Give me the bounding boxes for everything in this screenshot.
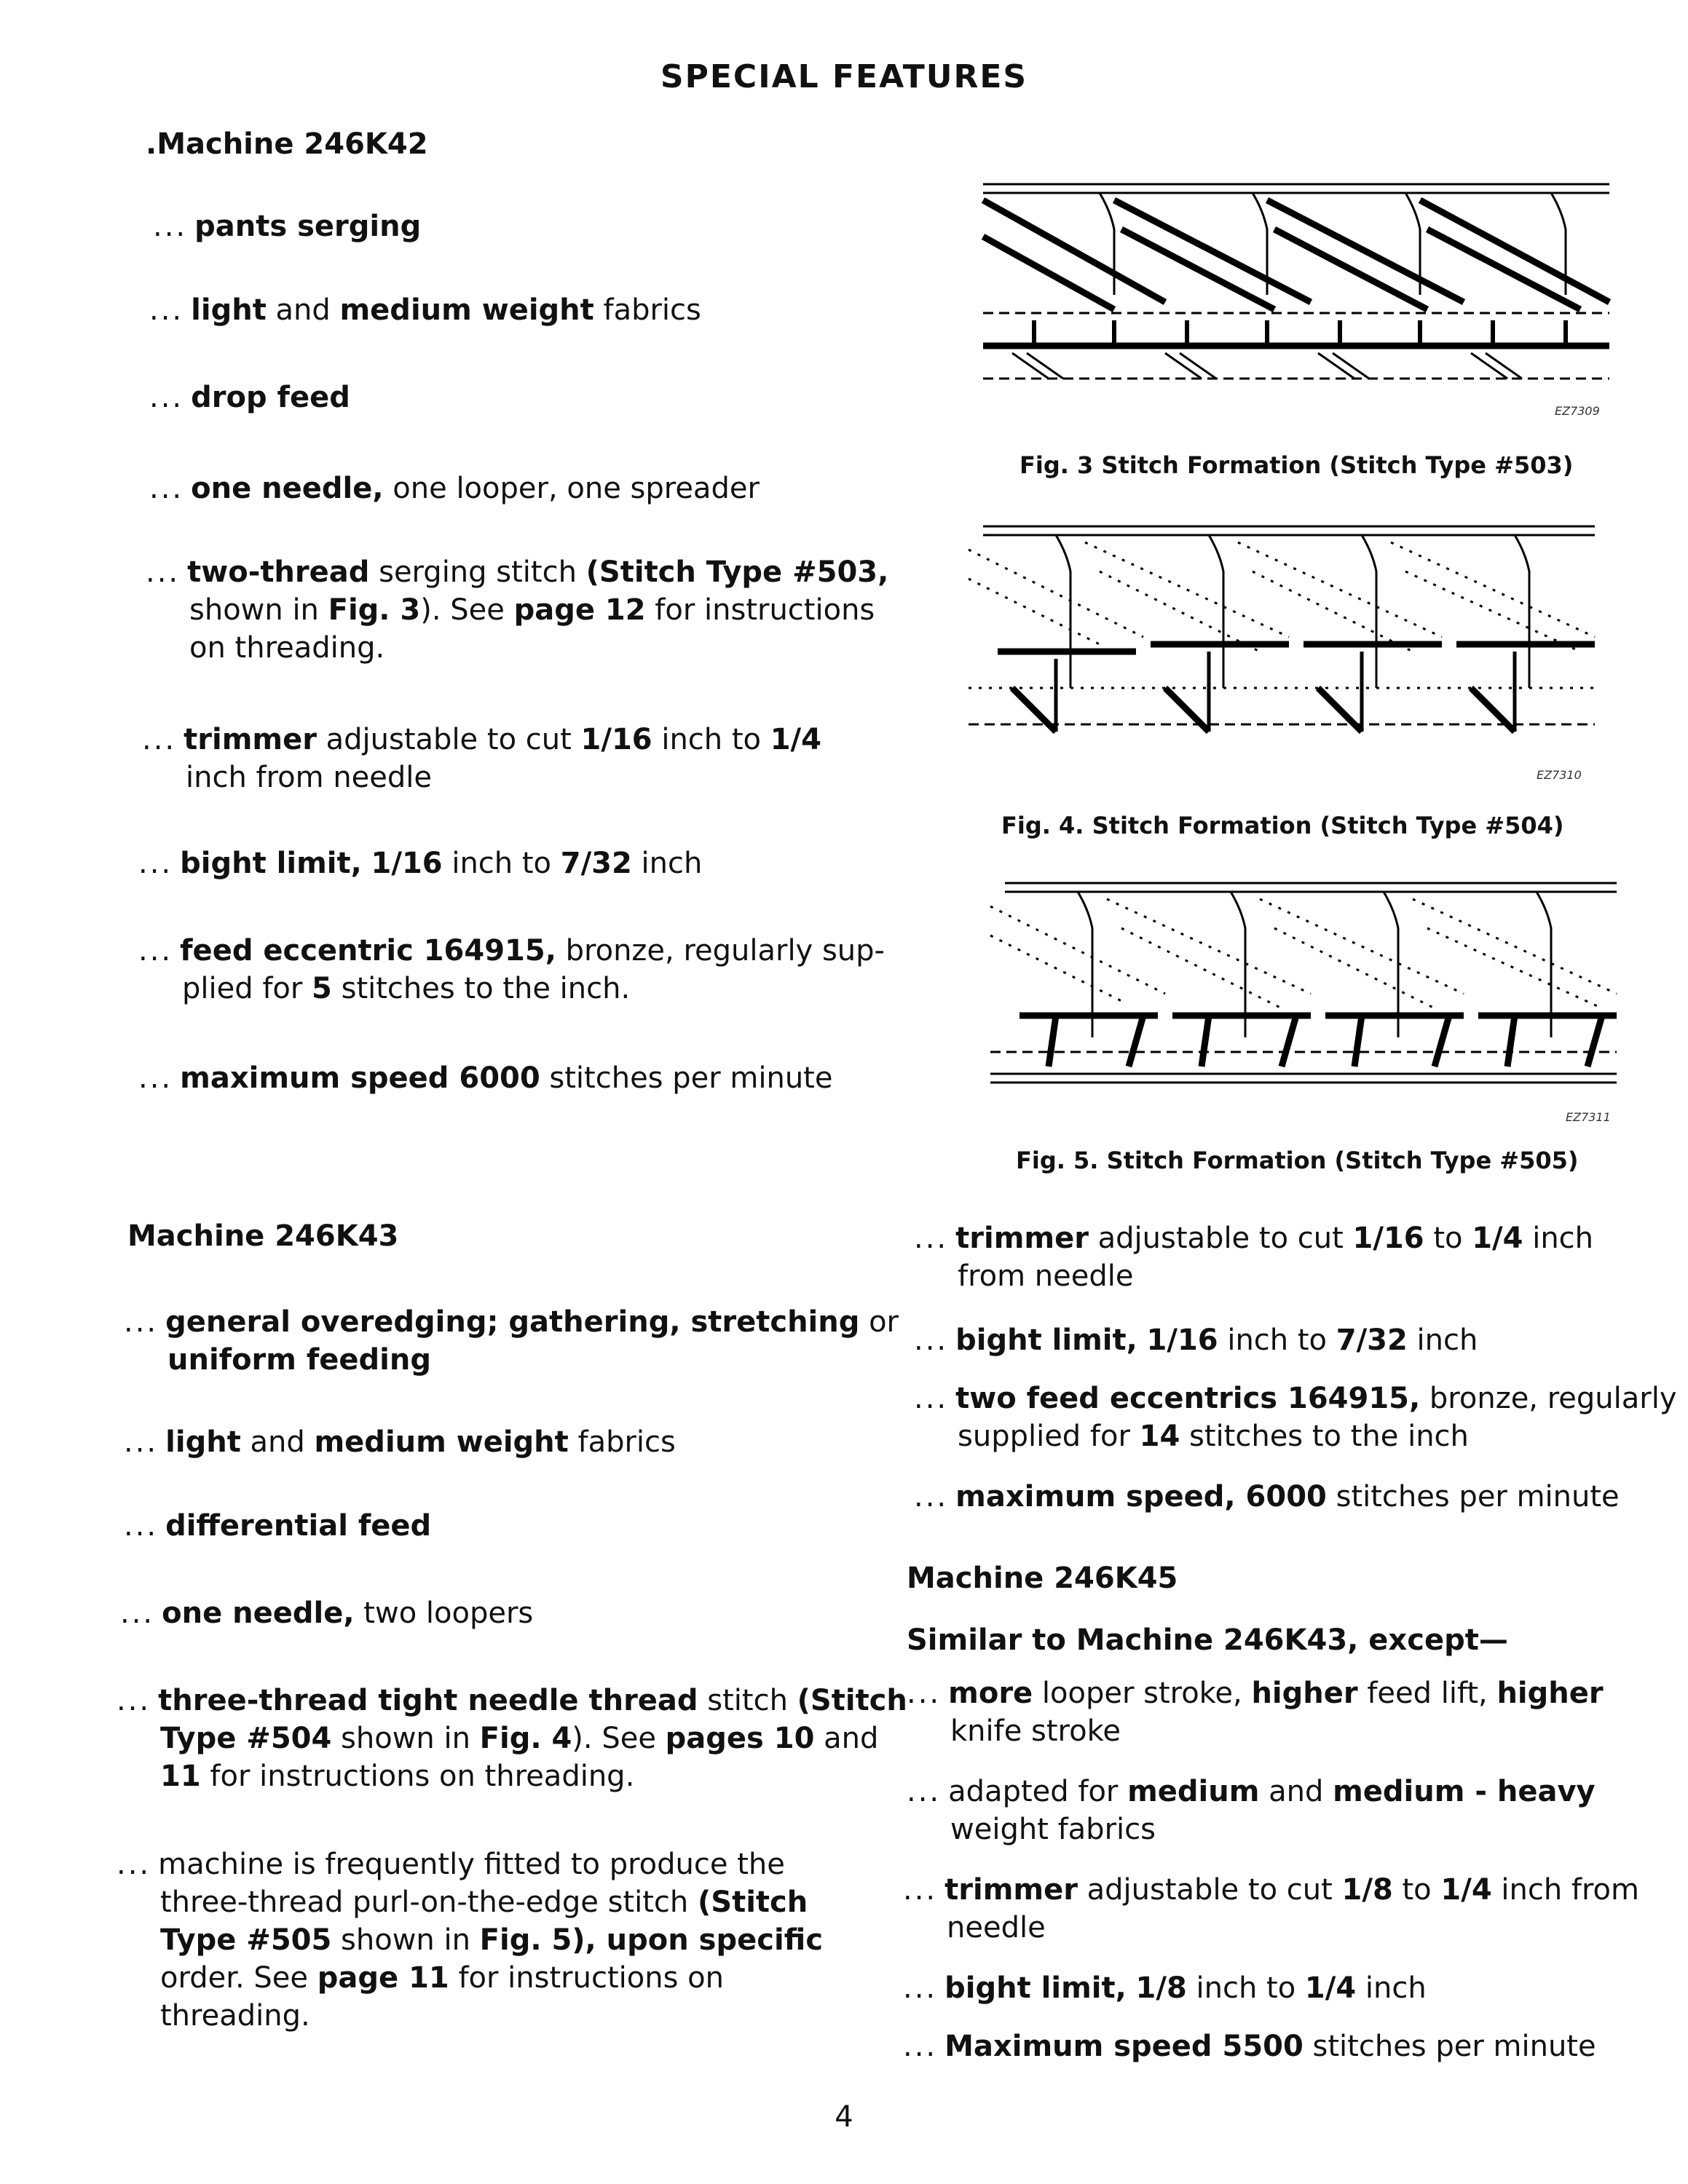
machine-246k42-heading: .Machine 246K42 (146, 127, 428, 161)
list-item: ... differential feed (124, 1509, 432, 1543)
list-item: ... light and medium weight fabrics (124, 1425, 676, 1459)
list-item: ... light and medium weight fabrics (149, 293, 701, 327)
list-item: ... two feed eccentrics 164915, bronze, regularly supplied for 14 stitches to the inch (914, 1382, 1677, 1453)
list-item: ... feed eccentric 164915, bronze, regularly sup- plied for 5 stitches to the inch. (138, 934, 885, 1005)
machine-246k45-heading: Machine 246K45 (907, 1562, 1178, 1595)
list-item: ... three-thread tight needle thread stitch (Stitch Type #504 shown in Fig. 4). See pages 10 and 11 for instructions on threading. (117, 1684, 907, 1793)
list-item: ... bight limit, 1/16 inch to 7/32 inch (914, 1324, 1478, 1357)
figure-caption: Fig. 4. Stitch Formation (Stitch Type #504) (1001, 812, 1564, 839)
list-item: ... bight limit, 1/16 inch to 7/32 inch (138, 847, 703, 880)
figure-code: EZ7310 (1537, 768, 1582, 782)
figure-code: EZ7309 (1555, 404, 1600, 418)
figure-code: EZ7311 (1566, 1110, 1611, 1124)
stitch-503-diagram (969, 171, 1624, 411)
machine-246k45-intro: Similar to Machine 246K43, except— (907, 1623, 1508, 1657)
list-item: ... bight limit, 1/8 inch to 1/4 inch (903, 1971, 1427, 2005)
list-item: ... trimmer adjustable to cut 1/16 to 1/4 inch from needle (914, 1222, 1594, 1293)
list-item: ... machine is frequently fitted to produce the three-thread purl-on-the-edge stitch (Stitch Type #505 shown in Fig. 5), upon specific order. See page 11 for instructions on threading. (117, 1848, 824, 2033)
list-item: ... maximum speed, 6000 stitches per minute (914, 1480, 1620, 1514)
figure-caption: Fig. 5. Stitch Formation (Stitch Type #505) (1016, 1147, 1579, 1174)
list-item: ... trimmer adjustable to cut 1/16 inch to 1/4 inch from needle (142, 723, 821, 794)
figure-caption: Fig. 3 Stitch Formation (Stitch Type #503) (1019, 451, 1574, 479)
list-item: ... two-thread serging stitch (Stitch Type #503, shown in Fig. 3). See page 12 for instructions on threading. (146, 555, 889, 665)
list-item: ... one needle, one looper, one spreader (149, 472, 760, 505)
list-item: ... trimmer adjustable to cut 1/8 to 1/4 inch from needle (903, 1873, 1639, 1944)
list-item: ... more looper stroke, higher feed lift, higher knife stroke (907, 1677, 1604, 1748)
page-number: 4 (835, 2100, 853, 2134)
list-item: ... one needle, two loopers (120, 1597, 534, 1630)
list-item: ... general overedging; gathering, stretching or uniform feeding (124, 1305, 899, 1377)
list-item: ... pants serging (153, 210, 422, 243)
machine-246k43-heading: Machine 246K43 (127, 1219, 399, 1253)
list-item: ... adapted for medium and medium - heavy weight fabrics (907, 1775, 1596, 1846)
page-title: SPECIAL FEATURES (660, 58, 1028, 95)
stitch-505-diagram (976, 870, 1631, 1117)
list-item: ... drop feed (149, 381, 350, 414)
list-item: ... Maximum speed 5500 stitches per minute (903, 2030, 1596, 2063)
list-item: ... maximum speed 6000 stitches per minute (138, 1061, 833, 1095)
stitch-504-diagram (954, 513, 1609, 753)
